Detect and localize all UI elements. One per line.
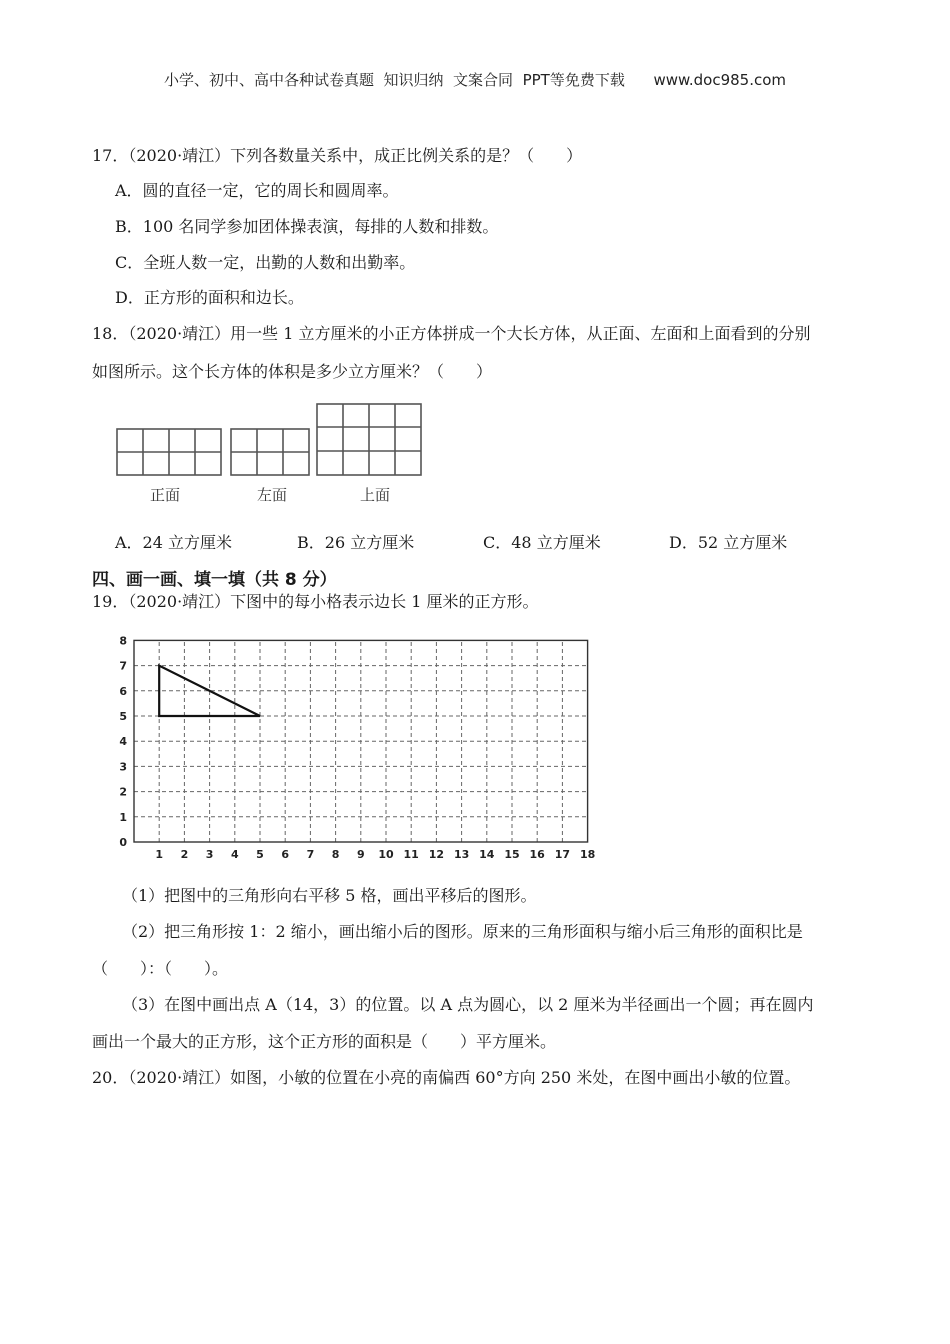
q19-part-3-line1: （3）在图中画出点 A（14，3）的位置。以 A 点为圆心，以 2 厘米为半径画出一个圆；再在圆内 [122, 995, 814, 1014]
q18-option-a: A．24 立方厘米 [115, 533, 233, 552]
q17-stem: 17．（2020·靖江）下列各数量关系中，成正比例关系的是？（ ） [92, 146, 583, 165]
q18-stem-line1: 18．（2020·靖江）用一些 1 立方厘米的小正方体拼成一个大长方体，从正面、左面和上面看到的分别 [92, 324, 811, 343]
top-view-label: 上面 [359, 486, 391, 504]
q20-stem: 20．（2020·靖江）如图，小敏的位置在小亮的南偏西 60°方向 250 米处，在图中画出小敏的位置。 [92, 1068, 801, 1087]
page-header: 小学、初中、高中各种试卷真题 知识归纳 文案合同 PPT等免费下载 www.doc985.com [163, 71, 787, 89]
q18-option-d: D．52 立方厘米 [669, 533, 788, 552]
grid-x-axis-labels [155, 848, 595, 861]
q19-stem: 19．（2020·靖江）下图中的每小格表示边长 1 厘米的正方形。 [92, 592, 539, 611]
grid-lines [134, 640, 588, 842]
x-tick-label: 10 [378, 848, 394, 861]
q18-views-figure [110, 396, 440, 508]
y-tick-label: 7 [119, 659, 127, 673]
x-tick-label: 5 [256, 848, 264, 861]
x-tick-label: 8 [331, 848, 340, 861]
x-tick-label: 7 [306, 848, 315, 861]
section-4-title: 四、画一画、填一填（共 8 分） [92, 570, 337, 590]
x-tick-label: 1 [155, 848, 164, 861]
y-tick-label: 4 [119, 735, 127, 749]
q18-option-c: C．48 立方厘米 [483, 533, 601, 552]
x-tick-label: 17 [554, 848, 571, 861]
x-tick-label: 16 [529, 848, 545, 861]
x-tick-label: 4 [230, 848, 239, 861]
q19-part-2-line1: （2）把三角形按 1：2 缩小，画出缩小后的图形。原来的三角形面积与缩小后三角形的面积比是 [122, 922, 803, 941]
y-tick-label: 1 [119, 810, 127, 824]
x-tick-label: 3 [205, 848, 214, 861]
x-tick-label: 9 [356, 848, 365, 861]
y-tick-label: 2 [119, 785, 127, 799]
q19-grid-figure [110, 622, 600, 862]
q18-option-b: B．26 立方厘米 [297, 533, 415, 552]
y-tick-label: 6 [119, 684, 127, 698]
x-tick-label: 13 [453, 848, 470, 861]
q17-option-a: A．圆的直径一定，它的周长和圆周率。 [115, 181, 399, 200]
q18-stem-line2: 如图所示。这个长方体的体积是多少立方厘米？（ ） [92, 362, 493, 381]
top-view [317, 404, 421, 475]
y-tick-label: 8 [119, 634, 127, 648]
y-tick-label: 5 [119, 710, 127, 723]
q17-option-b: B．100 名同学参加团体操表演，每排的人数和排数。 [115, 217, 499, 236]
x-tick-label: 2 [180, 848, 189, 861]
front-view [117, 429, 221, 475]
q19-part-2-line2: （ ）：（ ）。 [92, 959, 229, 978]
left-view-label: 左面 [256, 486, 288, 504]
grid-y-axis-labels [119, 634, 127, 849]
x-tick-label: 14 [479, 848, 495, 861]
left-view [231, 429, 309, 475]
q19-part-3-line2: 画出一个最大的正方形，这个正方形的面积是（ ）平方厘米。 [92, 1032, 557, 1051]
x-tick-label: 12 [428, 848, 445, 861]
y-tick-label: 3 [119, 760, 127, 774]
y-tick-label: 0 [119, 836, 127, 849]
x-tick-label: 11 [403, 848, 419, 861]
q17-option-d: D．正方形的面积和边长。 [115, 288, 304, 307]
x-tick-label: 15 [504, 848, 520, 861]
x-tick-label: 6 [281, 848, 290, 861]
front-view-label: 正面 [149, 486, 181, 504]
q17-option-c: C．全班人数一定，出勤的人数和出勤率。 [115, 253, 416, 272]
x-tick-label: 18 [579, 848, 596, 861]
q19-part-1: （1）把图中的三角形向右平移 5 格，画出平移后的图形。 [122, 886, 537, 905]
